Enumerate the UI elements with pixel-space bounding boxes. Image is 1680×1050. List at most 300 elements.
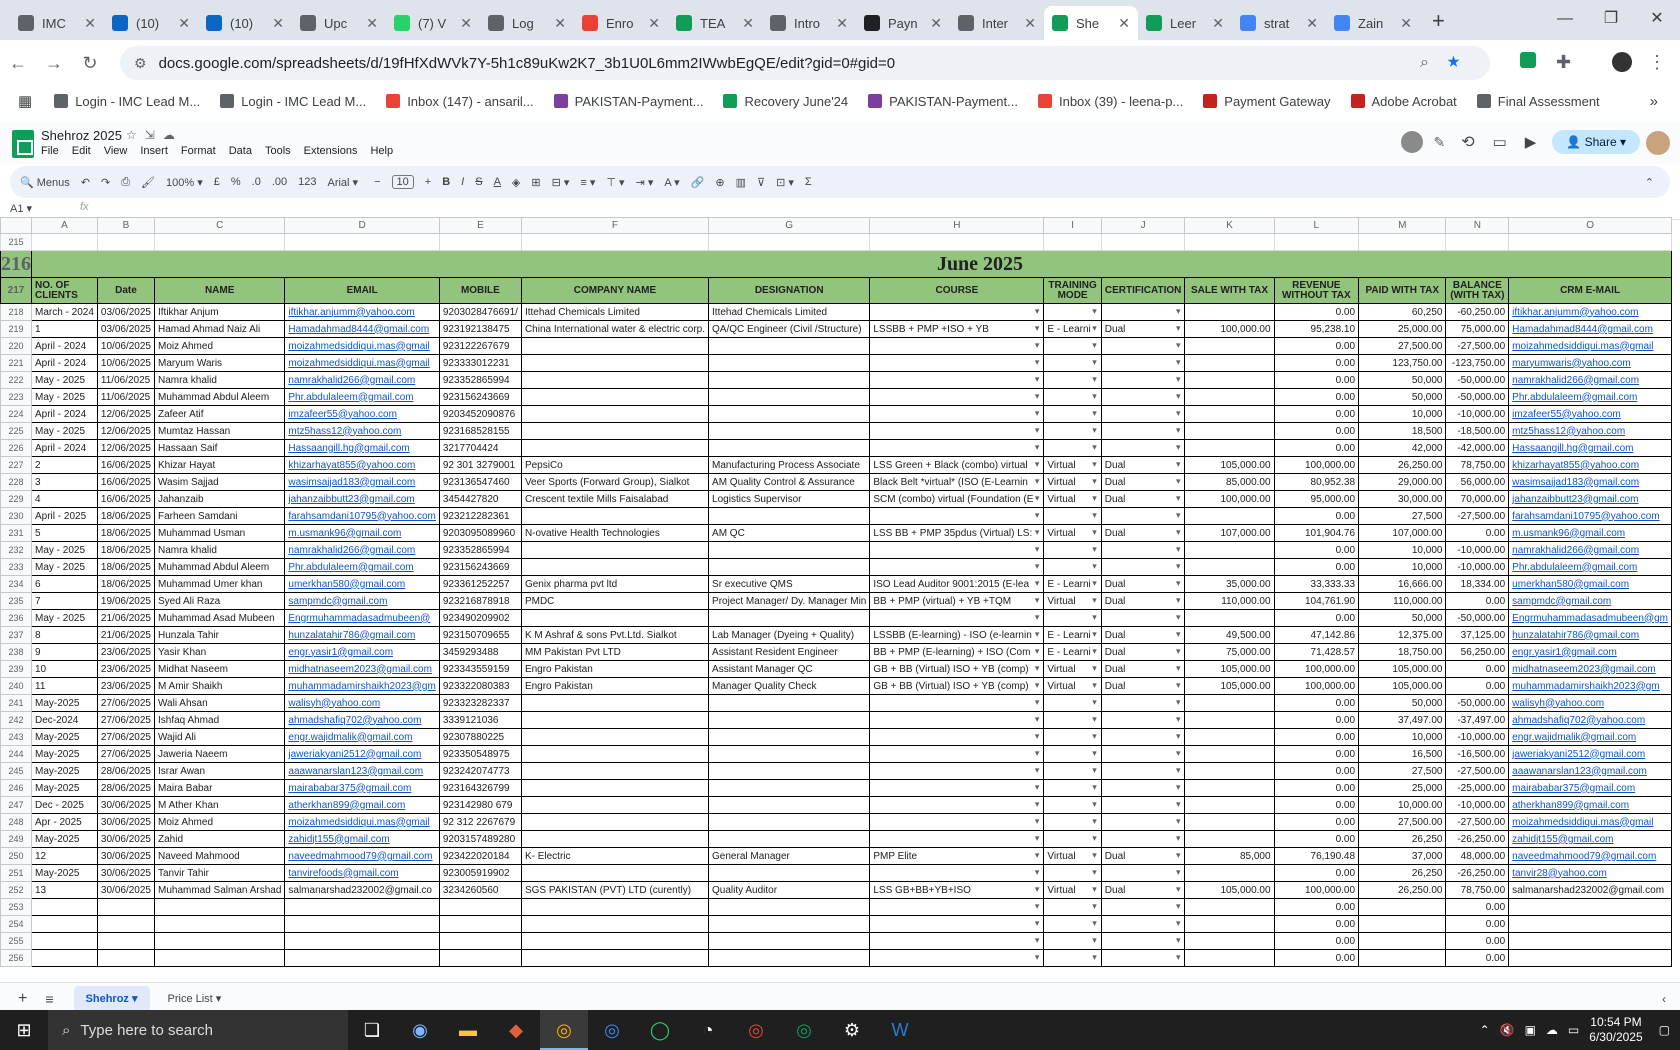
cell[interactable] xyxy=(439,627,521,644)
cell[interactable] xyxy=(521,593,708,610)
email-link[interactable]: moizahmedsiddiqui.mas@gmail xyxy=(1512,816,1654,828)
cell[interactable] xyxy=(1185,372,1274,389)
row-number[interactable]: 235 xyxy=(1,593,32,610)
cell[interactable] xyxy=(32,678,98,695)
row-number[interactable]: 225 xyxy=(1,423,32,440)
cell[interactable] xyxy=(1185,865,1274,882)
cell[interactable] xyxy=(1359,848,1446,865)
cell[interactable] xyxy=(1185,644,1274,661)
cell[interactable] xyxy=(521,882,708,899)
language-icon[interactable]: ▭ xyxy=(1567,1023,1580,1037)
row-number[interactable]: 254 xyxy=(1,916,32,933)
cell[interactable] xyxy=(870,763,1044,780)
email-link[interactable]: walisyh@yahoo.com xyxy=(1512,697,1605,709)
cell[interactable] xyxy=(1185,440,1274,457)
cell[interactable] xyxy=(521,576,708,593)
cell[interactable] xyxy=(32,695,98,712)
cell[interactable] xyxy=(709,899,870,916)
cell[interactable] xyxy=(709,304,870,321)
bookmark-item[interactable] xyxy=(723,94,848,109)
cell[interactable] xyxy=(1185,627,1274,644)
row-number[interactable]: 218 xyxy=(1,304,32,321)
merge-cells-icon[interactable]: ⊟ ▾ xyxy=(551,176,570,189)
cell[interactable] xyxy=(439,423,521,440)
header-cell[interactable]: NAME xyxy=(154,278,284,304)
row-number[interactable]: 239 xyxy=(1,661,32,678)
cell[interactable] xyxy=(1044,780,1101,797)
cell[interactable] xyxy=(97,423,154,440)
menu-data[interactable]: Data xyxy=(228,145,252,157)
cell[interactable] xyxy=(97,797,154,814)
cell[interactable] xyxy=(439,865,521,882)
cell[interactable] xyxy=(1101,542,1185,559)
cell[interactable] xyxy=(1274,763,1359,780)
cell[interactable] xyxy=(1359,491,1446,508)
column-header[interactable]: K xyxy=(1185,218,1274,234)
clock-app-icon[interactable]: ◔ xyxy=(702,1019,714,1040)
add-sheet-icon[interactable]: + xyxy=(18,989,28,1007)
cell[interactable] xyxy=(1274,644,1359,661)
email-link[interactable]: Phr.abdulaleem@gmail.com xyxy=(1512,561,1638,573)
cell[interactable] xyxy=(709,321,870,338)
cell[interactable] xyxy=(521,372,708,389)
cell[interactable] xyxy=(1359,950,1446,967)
cell[interactable] xyxy=(1185,763,1274,780)
cell[interactable] xyxy=(1044,661,1101,678)
cell[interactable] xyxy=(1359,814,1446,831)
cell[interactable] xyxy=(1044,576,1101,593)
cell[interactable] xyxy=(1509,933,1672,950)
cell[interactable] xyxy=(521,797,708,814)
email-link[interactable]: imzafeer55@yahoo.com xyxy=(1512,408,1621,420)
cell[interactable] xyxy=(97,234,154,251)
browser-tab[interactable] xyxy=(480,6,574,40)
email-link[interactable]: hunzalatahir786@gmail.com xyxy=(1512,629,1640,641)
email-link[interactable]: iftikhar.anjumm@yahoo.com xyxy=(1512,306,1639,318)
row-number[interactable]: 252 xyxy=(1,882,32,899)
cell[interactable] xyxy=(521,729,708,746)
cell[interactable] xyxy=(1446,831,1509,848)
cell[interactable] xyxy=(1359,457,1446,474)
zoom-icon[interactable]: ⌕ xyxy=(1420,54,1448,71)
menu-extensions[interactable]: Extensions xyxy=(303,145,358,157)
increase-decimal-button[interactable]: .00 xyxy=(271,176,288,188)
more-formats-button[interactable]: 123 xyxy=(298,176,317,188)
cell[interactable] xyxy=(439,338,521,355)
cell[interactable] xyxy=(97,559,154,576)
cell[interactable] xyxy=(1044,440,1101,457)
row-number[interactable]: 232 xyxy=(1,542,32,559)
bookmark-item[interactable] xyxy=(1203,94,1330,109)
cell[interactable] xyxy=(1274,780,1359,797)
cell[interactable] xyxy=(439,559,521,576)
cell[interactable] xyxy=(521,234,708,251)
cell[interactable] xyxy=(1101,661,1185,678)
cell[interactable] xyxy=(154,440,284,457)
row-number[interactable]: 256 xyxy=(1,950,32,967)
cell[interactable] xyxy=(285,576,439,593)
browser-tab[interactable] xyxy=(668,6,762,40)
email-link[interactable]: Phr.abdulaleem@gmail.com xyxy=(288,391,414,403)
cell[interactable] xyxy=(521,831,708,848)
row-number[interactable]: 241 xyxy=(1,695,32,712)
cell[interactable] xyxy=(154,321,284,338)
cell[interactable] xyxy=(709,491,870,508)
cell[interactable] xyxy=(1185,610,1274,627)
cell[interactable] xyxy=(32,508,98,525)
bookmark-item[interactable] xyxy=(1351,94,1457,109)
cell[interactable] xyxy=(1446,712,1509,729)
cell[interactable] xyxy=(1274,440,1359,457)
email-link[interactable]: khizarhayat855@yahoo.com xyxy=(1512,459,1640,471)
row-number[interactable]: 228 xyxy=(1,474,32,491)
row-number[interactable]: 240 xyxy=(1,678,32,695)
cell[interactable] xyxy=(154,712,284,729)
cell[interactable] xyxy=(1509,457,1672,474)
cell[interactable] xyxy=(439,542,521,559)
redo-icon[interactable]: ↷ xyxy=(101,176,111,189)
meet-icon[interactable]: ▶ xyxy=(1524,134,1537,151)
cell[interactable] xyxy=(1274,729,1359,746)
cell[interactable] xyxy=(1185,882,1274,899)
cell[interactable] xyxy=(97,695,154,712)
cell[interactable] xyxy=(1509,338,1672,355)
cell[interactable] xyxy=(97,627,154,644)
tab-close-icon[interactable]: ✕ xyxy=(1400,14,1412,31)
notifications-icon[interactable]: ▢ xyxy=(1658,1023,1670,1037)
cell[interactable] xyxy=(32,899,98,916)
cell[interactable] xyxy=(1101,882,1185,899)
cell[interactable] xyxy=(709,780,870,797)
cell[interactable] xyxy=(1359,559,1446,576)
cell[interactable] xyxy=(1509,474,1672,491)
cell[interactable] xyxy=(709,508,870,525)
cell[interactable] xyxy=(521,627,708,644)
cell[interactable] xyxy=(1359,916,1446,933)
apps-grid-icon[interactable]: ▦ xyxy=(18,93,33,110)
cell[interactable] xyxy=(439,763,521,780)
cell[interactable] xyxy=(1044,729,1101,746)
cell[interactable] xyxy=(285,610,439,627)
filter-views-icon[interactable]: ⊡ ▾ xyxy=(776,176,794,189)
whatsapp-icon[interactable]: ◯ xyxy=(649,1019,671,1040)
cell[interactable] xyxy=(285,474,439,491)
cell[interactable] xyxy=(32,457,98,474)
cell[interactable] xyxy=(285,457,439,474)
cell[interactable] xyxy=(1044,814,1101,831)
email-link[interactable]: mtz5hass12@yahoo.com xyxy=(1512,425,1626,437)
cell[interactable] xyxy=(97,508,154,525)
row-number[interactable]: 248 xyxy=(1,814,32,831)
cell[interactable] xyxy=(1446,576,1509,593)
cell[interactable] xyxy=(154,542,284,559)
email-link[interactable]: iftikhar.anjumm@yahoo.com xyxy=(288,306,415,318)
tab-close-icon[interactable]: ✕ xyxy=(554,14,566,31)
cell[interactable] xyxy=(32,355,98,372)
cell[interactable] xyxy=(439,882,521,899)
text-rotation-icon[interactable]: A ▾ xyxy=(664,176,680,189)
cell[interactable] xyxy=(32,916,98,933)
cell[interactable] xyxy=(154,746,284,763)
cell[interactable] xyxy=(439,644,521,661)
cell[interactable] xyxy=(1509,355,1672,372)
cell[interactable] xyxy=(1101,899,1185,916)
cell[interactable] xyxy=(285,695,439,712)
cell[interactable] xyxy=(870,933,1044,950)
cell[interactable] xyxy=(1185,593,1274,610)
cell[interactable] xyxy=(1101,627,1185,644)
cell[interactable] xyxy=(1274,576,1359,593)
cell[interactable] xyxy=(1446,542,1509,559)
column-header[interactable]: O xyxy=(1509,218,1672,234)
cell[interactable] xyxy=(1101,933,1185,950)
cell[interactable] xyxy=(1185,355,1274,372)
volume-icon[interactable]: 🔇 xyxy=(1499,1023,1515,1037)
cell[interactable] xyxy=(285,234,439,251)
cell[interactable] xyxy=(1185,559,1274,576)
decrease-decimal-button[interactable]: .0 xyxy=(251,176,261,188)
cell[interactable] xyxy=(154,695,284,712)
cell[interactable] xyxy=(32,661,98,678)
cell[interactable] xyxy=(1446,848,1509,865)
cell[interactable] xyxy=(97,321,154,338)
cell[interactable] xyxy=(709,559,870,576)
cell[interactable] xyxy=(285,406,439,423)
menu-file[interactable]: File xyxy=(41,145,59,157)
cell[interactable] xyxy=(1509,610,1672,627)
email-link[interactable]: jahanzaibbutt23@gmail.com xyxy=(1512,493,1639,505)
cell[interactable] xyxy=(32,950,98,967)
tray-overflow-icon[interactable]: ⌃ xyxy=(1479,1023,1490,1037)
cell[interactable] xyxy=(1185,423,1274,440)
cell[interactable] xyxy=(521,950,708,967)
cell[interactable] xyxy=(1101,304,1185,321)
bookmark-item[interactable] xyxy=(386,94,533,109)
borders-icon[interactable]: ⊞ xyxy=(531,176,541,189)
cell[interactable] xyxy=(1509,814,1672,831)
email-link[interactable]: umerkhan580@gmail.com xyxy=(1512,578,1630,590)
cell[interactable] xyxy=(1185,338,1274,355)
zoom-select[interactable]: 100% ▾ xyxy=(166,176,203,189)
cell[interactable] xyxy=(870,780,1044,797)
cell[interactable] xyxy=(1446,593,1509,610)
cell[interactable] xyxy=(285,746,439,763)
cell[interactable] xyxy=(870,304,1044,321)
cell[interactable] xyxy=(285,950,439,967)
cell[interactable] xyxy=(285,661,439,678)
cell[interactable] xyxy=(1274,304,1359,321)
bookmark-item[interactable] xyxy=(1038,94,1183,109)
new-tab-button[interactable]: + xyxy=(1432,8,1445,33)
row-number[interactable]: 223 xyxy=(1,389,32,406)
cell[interactable] xyxy=(1446,372,1509,389)
bookmark-item[interactable] xyxy=(868,94,1018,109)
cell[interactable] xyxy=(1044,525,1101,542)
cell[interactable] xyxy=(285,678,439,695)
cell[interactable] xyxy=(709,916,870,933)
cell[interactable] xyxy=(521,644,708,661)
cell[interactable] xyxy=(1359,899,1446,916)
cell[interactable] xyxy=(32,865,98,882)
cell[interactable] xyxy=(97,848,154,865)
cell[interactable] xyxy=(1509,627,1672,644)
cell[interactable] xyxy=(1509,695,1672,712)
cell[interactable] xyxy=(521,610,708,627)
cell[interactable] xyxy=(1185,508,1274,525)
cell[interactable] xyxy=(1044,627,1101,644)
cell[interactable] xyxy=(870,916,1044,933)
cell[interactable] xyxy=(285,304,439,321)
cell[interactable] xyxy=(1509,234,1672,251)
cell[interactable] xyxy=(154,627,284,644)
cell[interactable] xyxy=(154,491,284,508)
email-link[interactable]: walisyh@yahoo.com xyxy=(288,697,381,709)
browser-tab[interactable] xyxy=(10,6,104,40)
cell[interactable] xyxy=(1101,916,1185,933)
word-icon[interactable]: W xyxy=(891,1019,909,1040)
month-title[interactable]: June 2025 xyxy=(32,251,1672,278)
column-header[interactable]: A xyxy=(32,218,98,234)
cell[interactable] xyxy=(521,338,708,355)
cell[interactable] xyxy=(439,916,521,933)
spreadsheet-grid[interactable] xyxy=(0,217,1672,980)
cell[interactable] xyxy=(439,389,521,406)
document-title[interactable]: Shehroz 2025 xyxy=(41,128,122,143)
cell[interactable] xyxy=(1359,882,1446,899)
cell[interactable] xyxy=(97,457,154,474)
cell[interactable] xyxy=(521,559,708,576)
tab-close-icon[interactable]: ✕ xyxy=(1306,14,1318,31)
cell[interactable] xyxy=(1359,746,1446,763)
cell[interactable] xyxy=(285,508,439,525)
menu-tools[interactable]: Tools xyxy=(264,145,291,157)
horizontal-align-icon[interactable]: ≡ ▾ xyxy=(580,176,596,189)
cell[interactable] xyxy=(97,491,154,508)
cell[interactable] xyxy=(1185,729,1274,746)
header-cell[interactable]: REVENUE WITHOUT TAX xyxy=(1274,278,1359,304)
menu-format[interactable]: Format xyxy=(180,145,216,157)
cell[interactable] xyxy=(870,593,1044,610)
email-link[interactable]: midhatnaseem2023@gmail.com xyxy=(288,663,432,675)
email-link[interactable]: mairababar375@gmail.com xyxy=(1512,782,1636,794)
cell[interactable] xyxy=(32,593,98,610)
select-all-corner[interactable] xyxy=(1,218,32,234)
cell[interactable] xyxy=(285,780,439,797)
row-number[interactable]: 243 xyxy=(1,729,32,746)
cell[interactable] xyxy=(1044,559,1101,576)
site-info-icon[interactable]: ⚙ xyxy=(134,54,147,71)
cell[interactable] xyxy=(1359,576,1446,593)
cell[interactable] xyxy=(1509,542,1672,559)
collapse-toolbar-icon[interactable]: ⌃ xyxy=(1644,176,1654,189)
row-number[interactable]: 224 xyxy=(1,406,32,423)
email-link[interactable]: engr.wajidmalik@gmail.com xyxy=(288,731,413,743)
cell[interactable] xyxy=(285,865,439,882)
browser-tab[interactable] xyxy=(198,6,292,40)
cell[interactable] xyxy=(870,729,1044,746)
font-size-increase-icon[interactable]: + xyxy=(424,176,432,188)
cell[interactable] xyxy=(97,882,154,899)
cell[interactable] xyxy=(1101,576,1185,593)
cell[interactable] xyxy=(32,321,98,338)
header-cell[interactable]: MOBILE xyxy=(439,278,521,304)
cell[interactable] xyxy=(870,338,1044,355)
browser-tab[interactable] xyxy=(1232,6,1326,40)
cell[interactable] xyxy=(709,389,870,406)
cell[interactable] xyxy=(154,848,284,865)
header-cell[interactable]: DESIGNATION xyxy=(709,278,870,304)
email-link[interactable]: tanvirefoods@gmail.com xyxy=(288,867,399,879)
cell[interactable] xyxy=(285,797,439,814)
cell[interactable] xyxy=(1274,916,1359,933)
cell[interactable] xyxy=(870,882,1044,899)
cell[interactable] xyxy=(1101,678,1185,695)
cell[interactable] xyxy=(521,695,708,712)
email-link[interactable]: engr.yasir1@gmail.com xyxy=(288,646,394,658)
cell[interactable] xyxy=(97,780,154,797)
cell[interactable] xyxy=(1446,491,1509,508)
cell[interactable] xyxy=(1274,661,1359,678)
cell[interactable] xyxy=(870,627,1044,644)
column-header[interactable]: H xyxy=(870,218,1044,234)
cell[interactable] xyxy=(439,950,521,967)
cell[interactable] xyxy=(709,440,870,457)
tab-close-icon[interactable]: ✕ xyxy=(366,14,378,31)
cell[interactable] xyxy=(1509,763,1672,780)
cell[interactable] xyxy=(709,950,870,967)
cell[interactable] xyxy=(1044,882,1101,899)
cell[interactable] xyxy=(1359,933,1446,950)
cell[interactable] xyxy=(521,848,708,865)
row-number[interactable]: 229 xyxy=(1,491,32,508)
cell[interactable] xyxy=(97,576,154,593)
column-header[interactable]: C xyxy=(154,218,284,234)
row-number[interactable]: 255 xyxy=(1,933,32,950)
email-link[interactable]: wasimsajjad183@gmail.com xyxy=(1512,476,1640,488)
header-cell[interactable]: EMAIL xyxy=(285,278,439,304)
cell[interactable] xyxy=(521,423,708,440)
cell[interactable] xyxy=(709,831,870,848)
cell[interactable] xyxy=(521,899,708,916)
cell[interactable] xyxy=(1101,406,1185,423)
undo-icon[interactable]: ↶ xyxy=(80,176,91,189)
email-link[interactable]: zahidjt155@gmail.com xyxy=(288,833,390,845)
cell[interactable] xyxy=(870,508,1044,525)
row-number[interactable]: 227 xyxy=(1,457,32,474)
cell[interactable] xyxy=(154,814,284,831)
cell[interactable] xyxy=(1359,610,1446,627)
row-number[interactable]: 231 xyxy=(1,525,32,542)
cell[interactable] xyxy=(1359,865,1446,882)
cell[interactable] xyxy=(97,525,154,542)
row-number[interactable]: 233 xyxy=(1,559,32,576)
cell[interactable] xyxy=(1446,644,1509,661)
cell[interactable] xyxy=(1101,389,1185,406)
cell[interactable] xyxy=(709,576,870,593)
sheets-logo-icon[interactable] xyxy=(12,130,34,158)
cell[interactable] xyxy=(1274,593,1359,610)
email-link[interactable]: aaawanarslan123@gmail.com xyxy=(1512,765,1647,777)
cell[interactable] xyxy=(521,406,708,423)
cell[interactable] xyxy=(1359,797,1446,814)
cell[interactable] xyxy=(439,729,521,746)
email-link[interactable]: imzafeer55@yahoo.com xyxy=(288,408,397,420)
cell[interactable] xyxy=(1359,389,1446,406)
cell[interactable] xyxy=(1101,763,1185,780)
cell[interactable] xyxy=(1359,695,1446,712)
percent-format-button[interactable]: % xyxy=(230,176,241,188)
row-number[interactable]: 250 xyxy=(1,848,32,865)
